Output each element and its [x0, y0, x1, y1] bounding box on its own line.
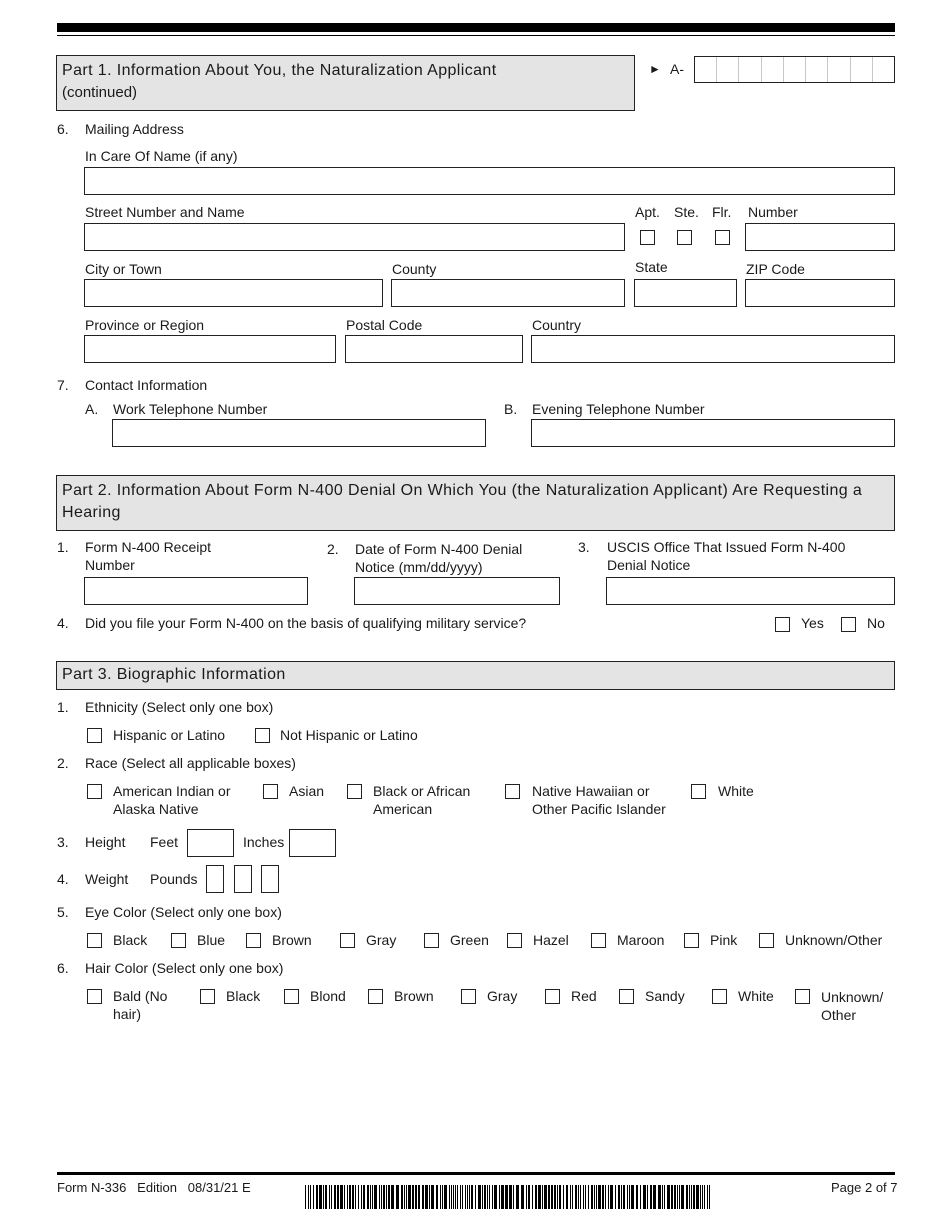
barcode-bar: [475, 1185, 476, 1209]
barcode-bar: [422, 1185, 424, 1209]
eye-color-checkbox[interactable]: [591, 933, 606, 948]
barcode-bar: [686, 1185, 688, 1209]
p3-q2-number: 2.: [57, 755, 69, 771]
race-black-checkbox[interactable]: [347, 784, 362, 799]
height-feet-field[interactable]: [187, 829, 234, 857]
barcode-bar: [566, 1185, 568, 1209]
race-asian-checkbox[interactable]: [263, 784, 278, 799]
a-number-cell[interactable]: [783, 57, 805, 82]
barcode-bar: [535, 1185, 537, 1209]
q6-number: 6.: [57, 121, 69, 137]
barcode-bar: [361, 1185, 362, 1209]
barcode-bar: [585, 1185, 586, 1209]
number-label: Number: [748, 204, 798, 220]
barcode-bar: [548, 1185, 550, 1209]
p2-q4-label: Did you file your Form N-400 on the basis of qualifying military service?: [85, 615, 527, 631]
barcode-bar: [631, 1185, 634, 1209]
ethnicity-not-hispanic-checkbox[interactable]: [255, 728, 270, 743]
barcode-bar: [388, 1185, 390, 1209]
hair-color-checkbox[interactable]: [545, 989, 560, 1004]
barcode-bar: [329, 1185, 330, 1209]
eye-color-checkbox[interactable]: [340, 933, 355, 948]
flr-checkbox[interactable]: [715, 230, 730, 245]
unit-number-field[interactable]: [745, 223, 895, 251]
barcode-bar: [367, 1185, 369, 1209]
barcode-bar: [325, 1185, 327, 1209]
barcode-bar: [544, 1185, 547, 1209]
eye-color-checkbox[interactable]: [87, 933, 102, 948]
barcode-bar: [578, 1185, 579, 1209]
eye-color-label: Pink: [710, 932, 738, 948]
race-native-hawaiian-label: Native Hawaiian or Other Pacific Islander: [532, 783, 666, 817]
barcode-bar: [352, 1185, 354, 1209]
p3-q6-label: Hair Color (Select only one box): [85, 960, 284, 976]
care-of-label: In Care Of Name (if any): [85, 148, 238, 164]
apt-label: Apt.: [635, 204, 660, 220]
barcode-bar: [451, 1185, 452, 1209]
city-label: City or Town: [85, 261, 162, 277]
barcode-bar: [693, 1185, 695, 1209]
barcode-bar: [337, 1185, 339, 1209]
barcode-bar: [425, 1185, 428, 1209]
barcode-bar: [396, 1185, 399, 1209]
a-number-cell[interactable]: [850, 57, 872, 82]
barcode-bar: [415, 1185, 417, 1209]
barcode-bar: [691, 1185, 692, 1209]
barcode-bar: [331, 1185, 332, 1209]
footer-rule: [57, 1172, 895, 1175]
barcode-bar: [363, 1185, 365, 1209]
barcode-bar: [484, 1185, 486, 1209]
footer-page-number: Page 2 of 7: [831, 1180, 898, 1195]
barcode-bar: [640, 1185, 641, 1209]
barcode-bar: [580, 1185, 581, 1209]
part1-title-continued: (continued): [62, 84, 138, 101]
barcode-bar: [455, 1185, 456, 1209]
race-american-indian-checkbox[interactable]: [87, 784, 102, 799]
a-number-cell[interactable]: [805, 57, 827, 82]
p2-q3-number: 3.: [578, 539, 590, 555]
eye-color-checkbox[interactable]: [246, 933, 261, 948]
barcode-bar: [704, 1185, 705, 1209]
barcode-bar: [436, 1185, 438, 1209]
barcode-bar: [471, 1185, 473, 1209]
eye-color-label: Maroon: [617, 932, 665, 948]
hair-color-checkbox[interactable]: [712, 989, 727, 1004]
barcode-bar: [334, 1185, 336, 1209]
race-american-indian-label: American Indian or Alaska Native: [113, 783, 231, 817]
barcode-bar: [674, 1185, 676, 1209]
part2-title: Part 2. Information About Form N-400 Denial On Which You (the Naturalization Applicant) Are Requesting a Hearing: [62, 482, 863, 521]
part1-title: Part 1. Information About You, the Naturalization Applicant: [62, 62, 497, 79]
eye-color-label: Blue: [197, 932, 226, 948]
p3-q5-label: Eye Color (Select only one box): [85, 904, 282, 920]
barcode-bar: [381, 1185, 382, 1209]
race-black-label: Black or African American: [373, 783, 471, 817]
barcode-bar: [347, 1185, 348, 1209]
eye-color-label: Gray: [366, 932, 397, 948]
q7b-letter: B.: [504, 401, 518, 417]
barcode-bar: [386, 1185, 387, 1209]
p3-q6-number: 6.: [57, 960, 69, 976]
barcode-bar: [679, 1185, 680, 1209]
barcode-bar: [554, 1185, 556, 1209]
barcode-bar: [349, 1185, 351, 1209]
p3-q4-label: Weight: [85, 871, 129, 887]
barcode-bar: [429, 1185, 430, 1209]
barcode-bar: [521, 1185, 524, 1209]
p2-q2-number: 2.: [327, 541, 339, 557]
county-field[interactable]: [391, 279, 625, 307]
barcode-bar: [305, 1185, 306, 1209]
barcode-bar: [494, 1185, 497, 1209]
eye-color-checkbox[interactable]: [684, 933, 699, 948]
barcode-bar: [559, 1185, 561, 1209]
barcode-bar: [598, 1185, 601, 1209]
p3-q2-label: Race (Select all applicable boxes): [85, 755, 296, 771]
barcode-bar: [406, 1185, 407, 1209]
part2-header: [56, 475, 895, 531]
weight-digit-2-field[interactable]: [234, 865, 252, 893]
barcode-bar: [487, 1185, 488, 1209]
barcode-bar: [677, 1185, 678, 1209]
barcode-bar: [591, 1185, 593, 1209]
eye-color-label: Green: [450, 932, 489, 948]
street-field[interactable]: [84, 223, 625, 251]
hair-color-label: Blond: [310, 988, 346, 1004]
barcode-bar: [449, 1185, 450, 1209]
barcode: [305, 1185, 713, 1209]
barcode-bar: [412, 1185, 414, 1209]
barcode-bar: [501, 1185, 504, 1209]
hair-color-label: Gray: [487, 988, 518, 1004]
state-field[interactable]: [634, 279, 737, 307]
barcode-bar: [358, 1185, 359, 1209]
hair-color-checkbox[interactable]: [284, 989, 299, 1004]
race-native-hawaiian-checkbox[interactable]: [505, 784, 520, 799]
ste-label: Ste.: [674, 204, 699, 220]
a-number-cell[interactable]: [827, 57, 849, 82]
care-of-name-field[interactable]: [84, 167, 895, 195]
barcode-bar: [465, 1185, 466, 1209]
q6-label: Mailing Address: [85, 121, 184, 137]
a-number-field[interactable]: [694, 56, 895, 83]
barcode-bar: [308, 1185, 309, 1209]
barcode-bar: [340, 1185, 343, 1209]
barcode-bar: [442, 1185, 443, 1209]
barcode-bar: [653, 1185, 656, 1209]
military-no-checkbox[interactable]: [841, 617, 856, 632]
barcode-bar: [696, 1185, 699, 1209]
q7-label: Contact Information: [85, 377, 208, 393]
hair-color-checkbox[interactable]: [200, 989, 215, 1004]
hair-color-checkbox[interactable]: [795, 989, 810, 1004]
barcode-bar: [702, 1185, 703, 1209]
hair-color-label: Black: [226, 988, 261, 1004]
ste-checkbox[interactable]: [677, 230, 692, 245]
barcode-bar: [462, 1185, 463, 1209]
p2-q1-label: Form N-400 Receipt Number: [85, 539, 212, 573]
hair-color-checkbox[interactable]: [461, 989, 476, 1004]
hair-color-label: Unknown/ Other: [821, 989, 884, 1023]
apt-checkbox[interactable]: [640, 230, 655, 245]
postal-label: Postal Code: [346, 317, 423, 333]
barcode-bar: [572, 1185, 573, 1209]
q7b-label: Evening Telephone Number: [532, 401, 705, 417]
barcode-bar: [662, 1185, 663, 1209]
top-rule-thick: [57, 23, 895, 32]
barcode-bar: [621, 1185, 622, 1209]
barcode-bar: [319, 1185, 322, 1209]
barcode-bar: [629, 1185, 630, 1209]
p2-q3-label: USCIS Office That Issued Form N-400 Denial Notice: [607, 539, 846, 573]
barcode-bar: [401, 1185, 403, 1209]
state-label: State: [635, 259, 668, 275]
barcode-bar: [636, 1185, 638, 1209]
part1-header: [56, 55, 635, 111]
barcode-bar: [689, 1185, 690, 1209]
barcode-bar: [505, 1185, 508, 1209]
part3-title: Part 3. Biographic Information: [62, 666, 286, 683]
p2-q4-number: 4.: [57, 615, 69, 631]
race-white-label: White: [718, 783, 754, 799]
race-asian-label: Asian: [289, 783, 325, 799]
hair-color-checkbox[interactable]: [87, 989, 102, 1004]
barcode-bar: [563, 1185, 564, 1209]
barcode-bar: [457, 1185, 458, 1209]
barcode-bar: [453, 1185, 454, 1209]
barcode-bar: [482, 1185, 483, 1209]
military-yes-checkbox[interactable]: [775, 617, 790, 632]
barcode-bar: [618, 1185, 620, 1209]
barcode-bar: [608, 1185, 609, 1209]
part3-header: [56, 661, 895, 690]
barcode-bar: [467, 1185, 468, 1209]
p2-q2-label: Date of Form N-400 Denial Notice (mm/dd/yyyy): [355, 541, 523, 575]
barcode-bar: [570, 1185, 571, 1209]
barcode-bar: [538, 1185, 541, 1209]
province-field[interactable]: [84, 335, 336, 363]
barcode-bar: [681, 1185, 684, 1209]
evening-phone-field[interactable]: [531, 419, 895, 447]
hair-color-checkbox[interactable]: [368, 989, 383, 1004]
footer-form-edition: Form N-336 Edition 08/31/21 E: [57, 1180, 251, 1195]
p3-q1-label: Ethnicity (Select only one box): [85, 699, 274, 715]
barcode-bar: [532, 1185, 533, 1209]
hair-color-label: Brown: [394, 988, 434, 1004]
barcode-bar: [610, 1185, 613, 1209]
barcode-bar: [444, 1185, 447, 1209]
barcode-bar: [709, 1185, 710, 1209]
barcode-bar: [667, 1185, 670, 1209]
p3-q4-number: 4.: [57, 871, 69, 887]
barcode-bar: [379, 1185, 380, 1209]
top-rule-thin: [57, 35, 895, 36]
province-label: Province or Region: [85, 317, 205, 333]
hair-color-label: Red: [571, 988, 597, 1004]
barcode-bar: [310, 1185, 311, 1209]
weight-digit-3-field[interactable]: [261, 865, 279, 893]
country-label: Country: [532, 317, 582, 333]
barcode-bar: [627, 1185, 628, 1209]
work-phone-field[interactable]: [112, 419, 486, 447]
q7a-label: Work Telephone Number: [113, 401, 268, 417]
barcode-bar: [492, 1185, 493, 1209]
a-number-cells: [695, 57, 894, 82]
height-inches-field[interactable]: [289, 829, 336, 857]
p3-q5-number: 5.: [57, 904, 69, 920]
eye-color-label: Brown: [272, 932, 312, 948]
barcode-bar: [316, 1185, 318, 1209]
barcode-bar: [528, 1185, 530, 1209]
barcode-bar: [588, 1185, 589, 1209]
q7-number: 7.: [57, 377, 69, 393]
feet-label: Feet: [150, 834, 179, 850]
barcode-bar: [370, 1185, 371, 1209]
a-number-label: A-: [670, 61, 684, 77]
zip-field[interactable]: [745, 279, 895, 307]
flr-label: Flr.: [712, 204, 732, 220]
barcode-bar: [707, 1185, 708, 1209]
country-field[interactable]: [531, 335, 895, 363]
barcode-bar: [583, 1185, 584, 1209]
military-yes-label: Yes: [801, 615, 824, 631]
barcode-bar: [440, 1185, 441, 1209]
barcode-bar: [526, 1185, 527, 1209]
pounds-label: Pounds: [150, 871, 198, 887]
barcode-bar: [344, 1185, 345, 1209]
eye-color-checkbox[interactable]: [759, 933, 774, 948]
barcode-bar: [418, 1185, 420, 1209]
barcode-bar: [650, 1185, 652, 1209]
p2-q1-number: 1.: [57, 539, 69, 555]
hair-color-label: Sandy: [645, 988, 685, 1004]
hair-color-checkbox[interactable]: [619, 989, 634, 1004]
county-label: County: [392, 261, 437, 277]
barcode-bar: [551, 1185, 553, 1209]
race-white-checkbox[interactable]: [691, 784, 706, 799]
ethnicity-hispanic-checkbox[interactable]: [87, 728, 102, 743]
barcode-bar: [557, 1185, 558, 1209]
eye-color-label: Hazel: [533, 932, 569, 948]
barcode-bar: [355, 1185, 356, 1209]
city-field[interactable]: [84, 279, 383, 307]
barcode-bar: [499, 1185, 500, 1209]
street-label: Street Number and Name: [85, 204, 245, 220]
barcode-bar: [647, 1185, 648, 1209]
barcode-bar: [643, 1185, 646, 1209]
barcode-bar: [323, 1185, 324, 1209]
p3-q3-number: 3.: [57, 834, 69, 850]
a-number-cell[interactable]: [716, 57, 738, 82]
barcode-bar: [623, 1185, 625, 1209]
barcode-bar: [460, 1185, 461, 1209]
a-number-cell[interactable]: [738, 57, 760, 82]
eye-color-label: Black: [113, 932, 148, 948]
barcode-bar: [513, 1185, 514, 1209]
barcode-bar: [615, 1185, 616, 1209]
barcode-bar: [602, 1185, 604, 1209]
military-no-label: No: [867, 615, 885, 631]
a-number-cell[interactable]: [761, 57, 783, 82]
postal-field[interactable]: [345, 335, 523, 363]
barcode-bar: [404, 1185, 405, 1209]
a-number-cell[interactable]: [872, 57, 894, 82]
barcode-bar: [431, 1185, 434, 1209]
uscis-office-field[interactable]: [606, 577, 895, 605]
zip-label: ZIP Code: [746, 261, 805, 277]
barcode-bar: [489, 1185, 490, 1209]
barcode-bar: [509, 1185, 512, 1209]
barcode-bar: [575, 1185, 577, 1209]
eye-color-checkbox[interactable]: [507, 933, 522, 948]
barcode-bar: [391, 1185, 394, 1209]
barcode-bar: [408, 1185, 411, 1209]
barcode-bar: [542, 1185, 543, 1209]
barcode-bar: [516, 1185, 519, 1209]
receipt-number-field[interactable]: [84, 577, 308, 605]
weight-digit-1-field[interactable]: [206, 865, 224, 893]
eye-color-label: Unknown/Other: [785, 932, 883, 948]
barcode-bar: [594, 1185, 595, 1209]
ethnicity-hispanic-label: Hispanic or Latino: [113, 727, 226, 743]
barcode-bar: [658, 1185, 661, 1209]
barcode-bar: [469, 1185, 470, 1209]
inches-label: Inches: [243, 834, 285, 850]
eye-color-checkbox[interactable]: [171, 933, 186, 948]
denial-date-field[interactable]: [354, 577, 560, 605]
q7a-letter: A.: [85, 401, 99, 417]
barcode-bar: [383, 1185, 385, 1209]
p3-q3-label: Height: [85, 834, 126, 850]
hair-color-label: Bald (No hair): [113, 988, 168, 1022]
barcode-bar: [671, 1185, 673, 1209]
a-number-cell[interactable]: [695, 57, 716, 82]
barcode-bar: [372, 1185, 373, 1209]
eye-color-checkbox[interactable]: [424, 933, 439, 948]
barcode-bar: [313, 1185, 314, 1209]
barcode-bar: [700, 1185, 701, 1209]
barcode-bar: [664, 1185, 665, 1209]
p3-q1-number: 1.: [57, 699, 69, 715]
barcode-bar: [596, 1185, 597, 1209]
barcode-bar: [478, 1185, 481, 1209]
ethnicity-not-hispanic-label: Not Hispanic or Latino: [280, 727, 418, 743]
hair-color-label: White: [738, 988, 774, 1004]
a-number-arrow: ►: [649, 62, 661, 76]
barcode-bar: [374, 1185, 377, 1209]
barcode-bar: [605, 1185, 606, 1209]
